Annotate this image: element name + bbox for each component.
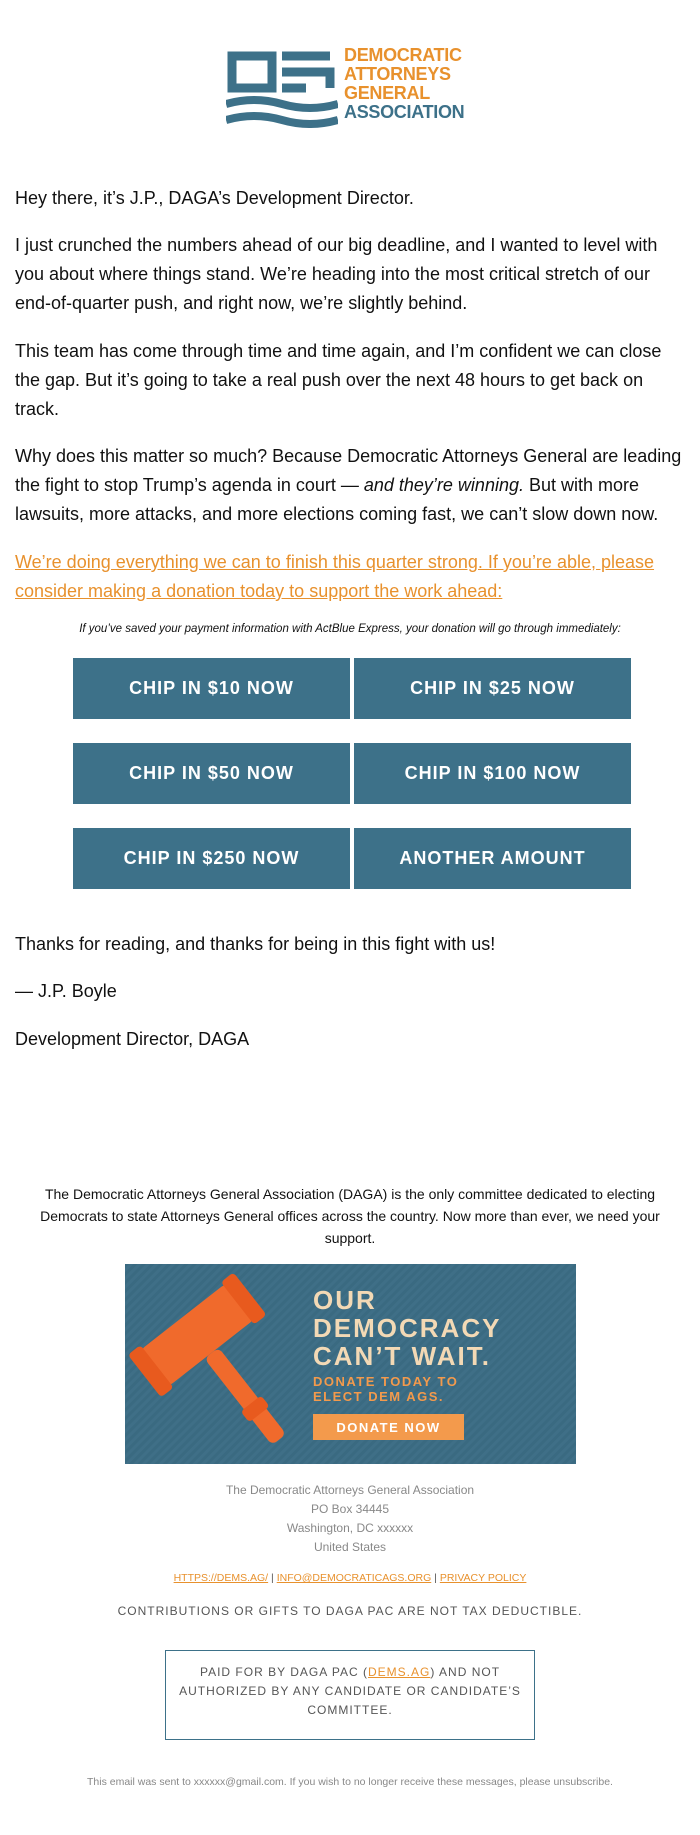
actblue-note: If you’ve saved your payment information with ActBlue Express, your donation will go through immediately: (79, 623, 621, 635)
paid-text-start: PAID FOR BY DAGA PAC ( (199, 1665, 369, 1679)
po-box: PO Box 34445 (310, 1502, 390, 1516)
logo-line: GENERAL (344, 83, 430, 103)
team-paragraph: This team has come through time and time again, and I’m confident we can close the gap. But it’s going to take a real push over the next 48 hours to get back on track. (15, 341, 662, 419)
sent-to-note[interactable]: This email was sent to xxxxxx@gmail.com. If you wish to no longer receive these messages, please unsubscribe. (87, 1776, 613, 1788)
why-text-start: Why does this matter so much? Because Democratic Attorneys General are leading the fight to stop Trump’s agenda in court — (15, 446, 682, 495)
logo-wordmark (344, 46, 464, 122)
why-text-italic: and they’re winning. (363, 475, 524, 495)
chip-in-25-button[interactable]: CHIP IN $25 NOW (354, 658, 631, 719)
logo-line: ASSOCIATION (344, 102, 465, 122)
thanks-text: Thanks for reading, and thanks for being in this fight with us! (15, 934, 496, 954)
daga-logo-mark-icon (226, 46, 338, 128)
why-text-end: But with more lawsuits, more attacks, and more elections coming fast, we can’t slow down now. (15, 475, 659, 524)
signature: — J.P. Boyle (15, 981, 117, 1001)
paid-for-disclaimer (165, 1650, 535, 1740)
link-separator: | (271, 1572, 274, 1584)
donate-banner[interactable] (125, 1264, 576, 1464)
another-amount-button[interactable]: ANOTHER AMOUNT (354, 828, 631, 889)
why-paragraph (15, 442, 685, 529)
donate-cta-link[interactable]: We’re doing everything we can to finish this quarter strong. If you’re able, please consider making a donation today to support the work ahead: (15, 552, 655, 601)
daga-logo (226, 46, 486, 128)
chip-in-50-button[interactable]: CHIP IN $50 NOW (73, 743, 350, 804)
privacy-link[interactable]: PRIVACY POLICY (439, 1572, 527, 1584)
site-link[interactable]: HTTPS://DEMS.AG/ (173, 1572, 269, 1584)
footer-links (0, 1572, 700, 1584)
banner-headline: OUR DEMOCRACY CAN’T WAIT. (313, 1285, 502, 1371)
mailing-address (0, 1481, 700, 1557)
org-name: The Democratic Attorneys General Association (225, 1483, 475, 1497)
signature-title: Development Director, DAGA (15, 1029, 250, 1049)
numbers-paragraph: I just crunched the numbers ahead of our big deadline, and I wanted to level with you about where things stand. We’re heading into the most critical stretch of our end-of-quarter push, and right now, we’re slightly behind. (15, 235, 658, 313)
chip-in-10-button[interactable]: CHIP IN $10 NOW (73, 658, 350, 719)
dems-ag-link[interactable]: DEMS.AG (368, 1665, 431, 1679)
chip-in-100-button[interactable]: CHIP IN $100 NOW (354, 743, 631, 804)
banner-donate-button[interactable]: DONATE NOW (313, 1414, 464, 1440)
city: Washington, DC xxxxxx (286, 1521, 414, 1535)
chip-in-250-button[interactable]: CHIP IN $250 NOW (73, 828, 350, 889)
paid-text-end: ) AND NOT AUTHORIZED BY ANY CANDIDATE OR CANDIDATE’S COMMITTEE. (179, 1665, 521, 1717)
greeting-paragraph: Hey there, it’s J.P., DAGA’s Development Director. (15, 188, 414, 208)
tax-deductible-note: CONTRIBUTIONS OR GIFTS TO DAGA PAC ARE NOT TAX DEDUCTIBLE. (117, 1604, 583, 1618)
banner-subhead: DONATE TODAY TO ELECT DEM AGS. (313, 1374, 459, 1404)
logo-line: DEMOCRATIC (344, 45, 462, 65)
daga-description: The Democratic Attorneys General Association (DAGA) is the only committee dedicated to electing Democrats to state Attorneys General offices across the country. Now more than ever, we need your support. (40, 1186, 660, 1246)
country: United States (313, 1540, 387, 1554)
logo-line: ATTORNEYS (344, 64, 451, 84)
email-link[interactable]: INFO@DEMOCRATICAGS.ORG (276, 1572, 432, 1584)
link-separator: | (434, 1572, 437, 1584)
